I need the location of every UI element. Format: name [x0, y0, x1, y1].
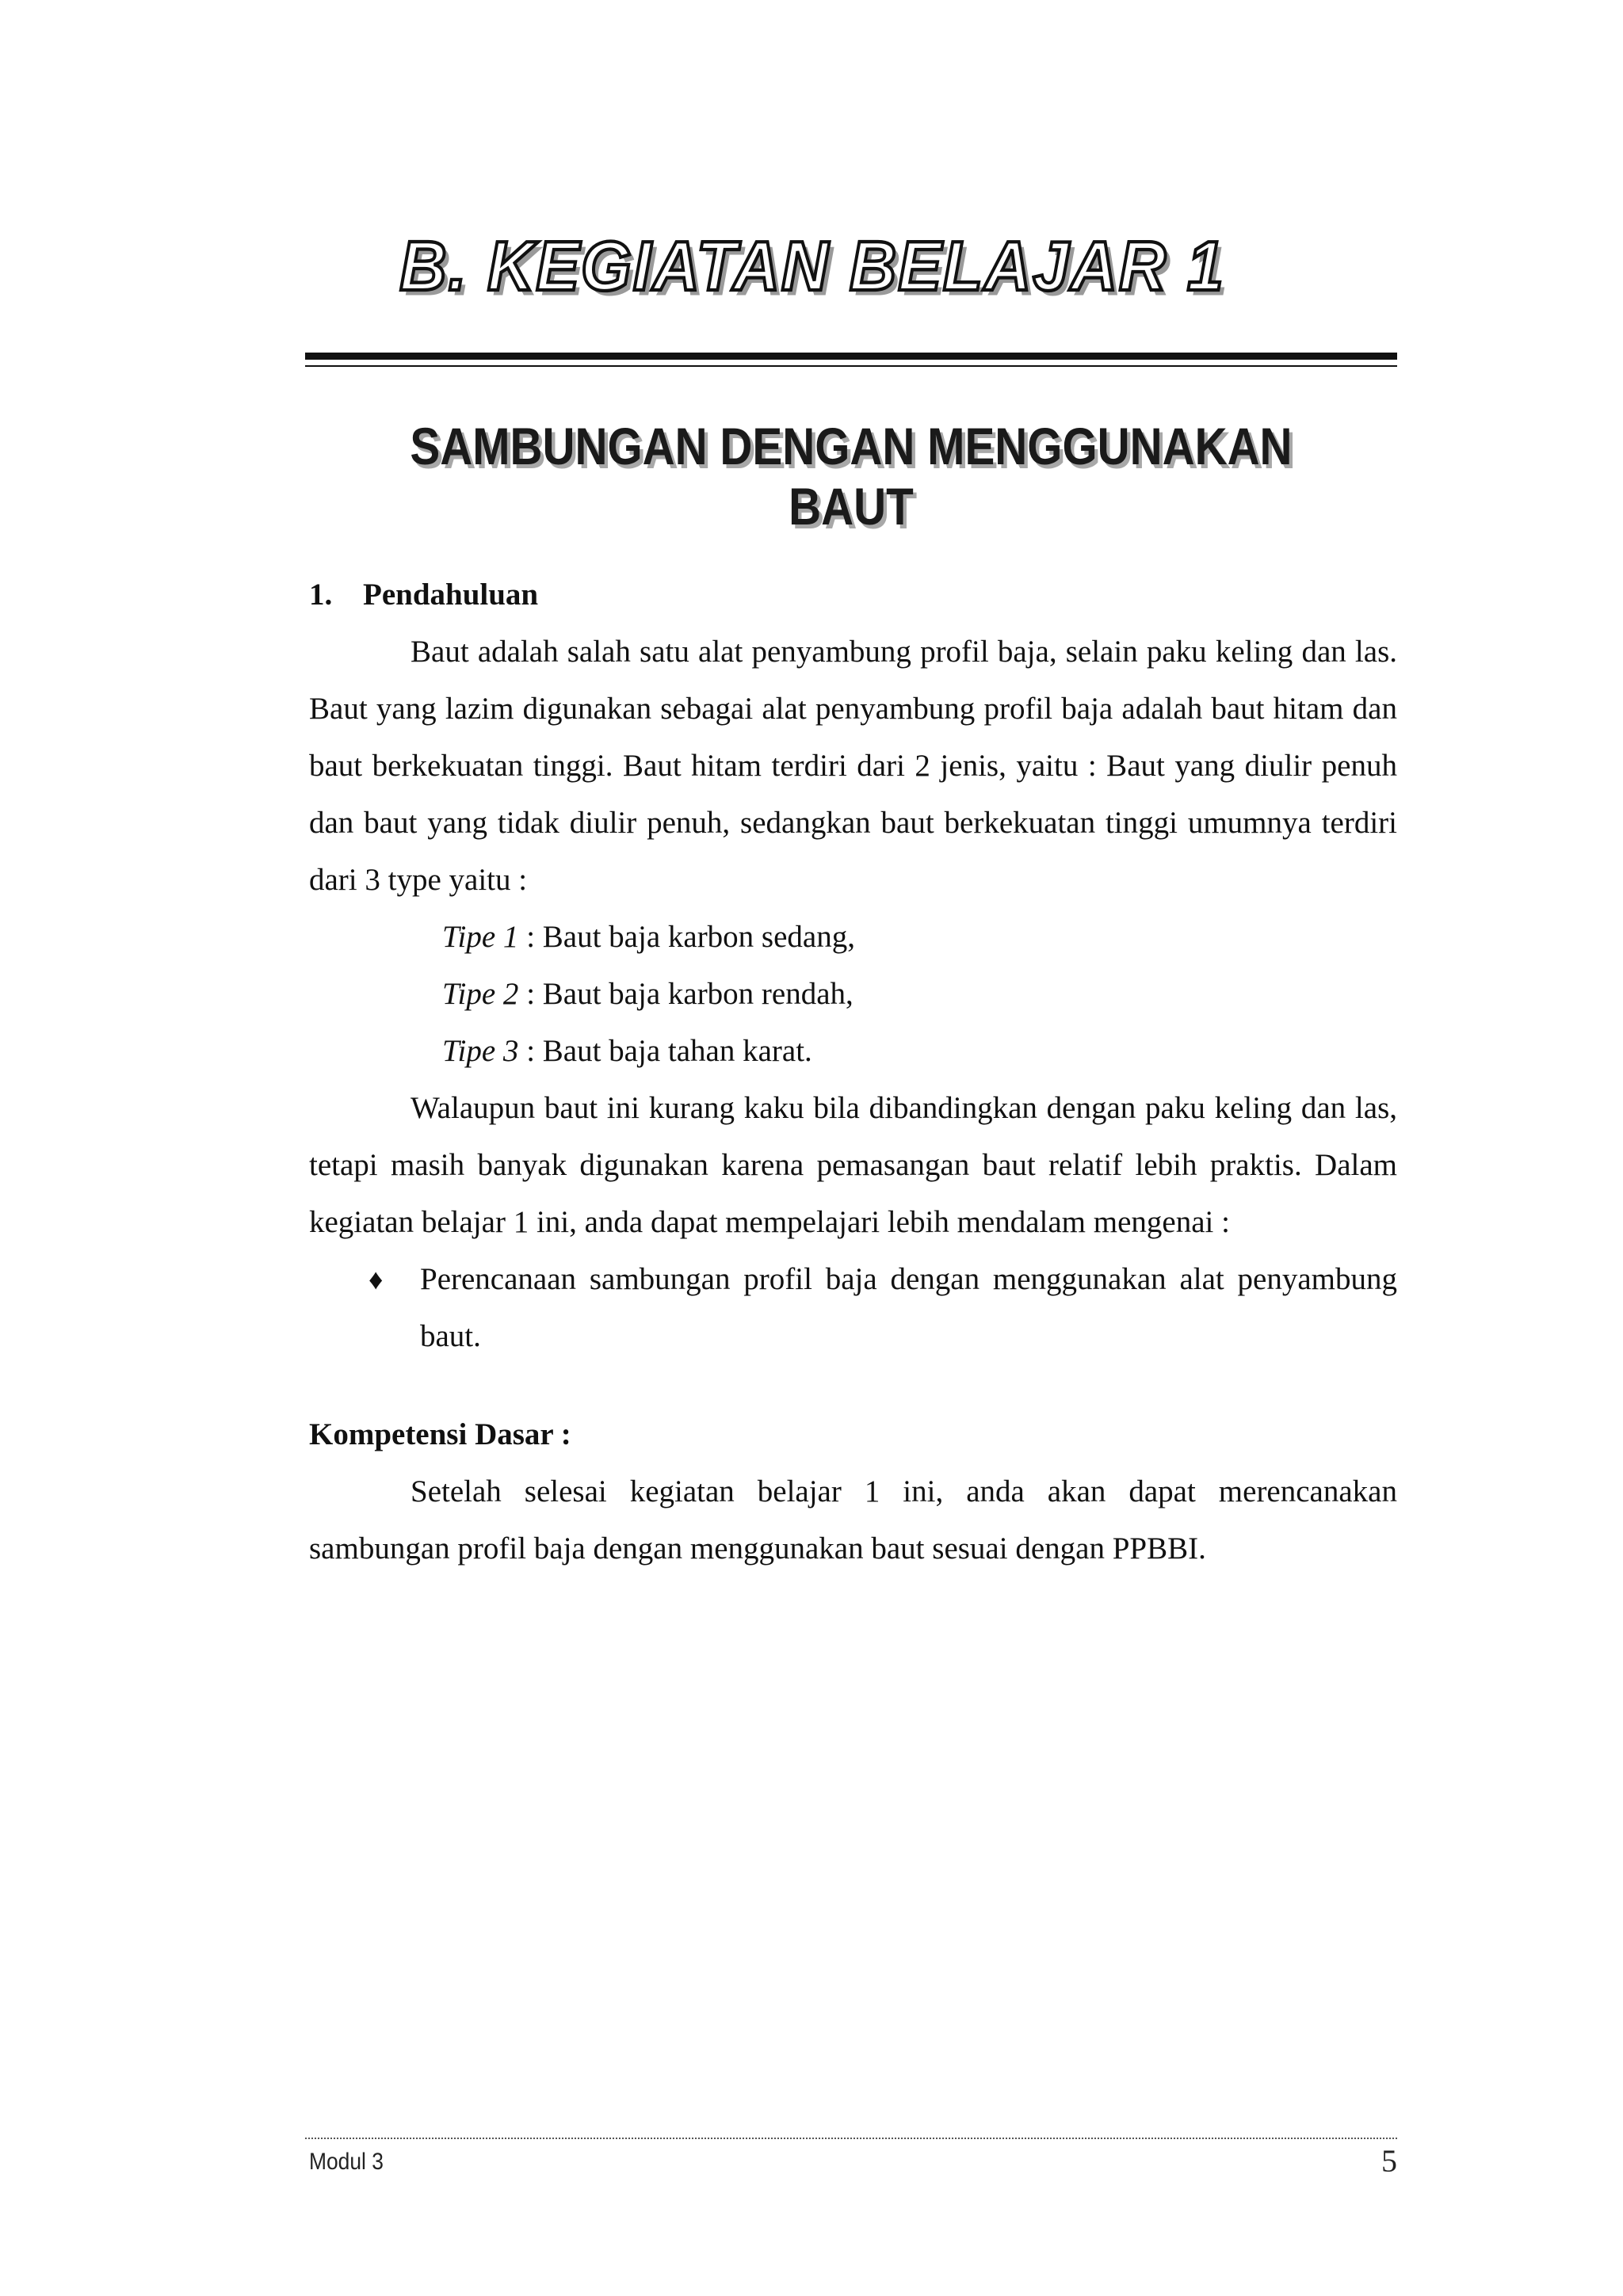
tipe-label: Tipe 2: [442, 977, 519, 1011]
bullet-text: Perencanaan sambungan profil baja dengan menggunakan alat penyambung baut.: [420, 1262, 1397, 1353]
tipe-text: : Baut baja karbon rendah,: [518, 977, 854, 1011]
second-paragraph: Walaupun baut ini kurang kaku bila dibandingkan dengan paku keling dan las, tetapi masih banyak digunakan karena pemasangan baut relatif lebih praktis. Dalam kegiatan belajar 1 ini, anda dapat mempelajari lebih mendalam mengenai :: [309, 1091, 1397, 1239]
section-title: Pendahuluan: [363, 578, 539, 612]
tipe-item: [442, 966, 1397, 1023]
diamond-bullet-icon: ♦: [369, 1264, 384, 1295]
heading-rule-thin: [305, 365, 1397, 367]
bullet-item: [369, 1251, 1397, 1365]
footer-module-label: Modul 3: [309, 2149, 384, 2175]
heading-rule-thick: [305, 353, 1397, 360]
kompetensi-paragraph: Setelah selesai kegiatan belajar 1 ini, anda akan dapat merencanakan sambungan profil baja dengan menggunakan baut sesuai dengan PPBBI.: [309, 1474, 1397, 1566]
footer-divider: [305, 2138, 1397, 2139]
tipe-label: Tipe 1: [442, 920, 519, 954]
kompetensi-heading: Kompetensi Dasar :: [309, 1417, 571, 1451]
tipe-list: [309, 909, 1397, 1080]
spacer: [309, 1365, 1397, 1406]
content-body: [309, 566, 1397, 1577]
section-heading: [309, 566, 1397, 624]
page-number: 5: [1381, 2143, 1397, 2179]
tipe-item: [442, 1023, 1397, 1080]
tipe-item: [442, 909, 1397, 966]
main-title: SAMBUNGAN DENGAN MENGGUNAKAN BAUT: [410, 417, 1293, 536]
section-number: 1.: [309, 578, 333, 612]
tipe-text: : Baut baja tahan karat.: [518, 1034, 812, 1068]
kegiatan-heading: B. KEGIATAN BELAJAR 1: [399, 227, 1225, 306]
tipe-text: : Baut baja karbon sedang,: [518, 920, 855, 954]
intro-paragraph: Baut adalah salah satu alat penyambung profil baja, selain paku keling dan las. Baut yang lazim digunakan sebagai alat penyambung profil baja adalah baut hitam dan baut berkekuatan tinggi. Baut hitam terdiri dari 2 jenis, yaitu : Baut yang diulir penuh dan baut yang tidak diulir penuh, sedangkan baut berkekuatan tinggi umumnya terdiri dari 3 type yaitu :: [309, 635, 1397, 897]
tipe-label: Tipe 3: [442, 1034, 519, 1068]
